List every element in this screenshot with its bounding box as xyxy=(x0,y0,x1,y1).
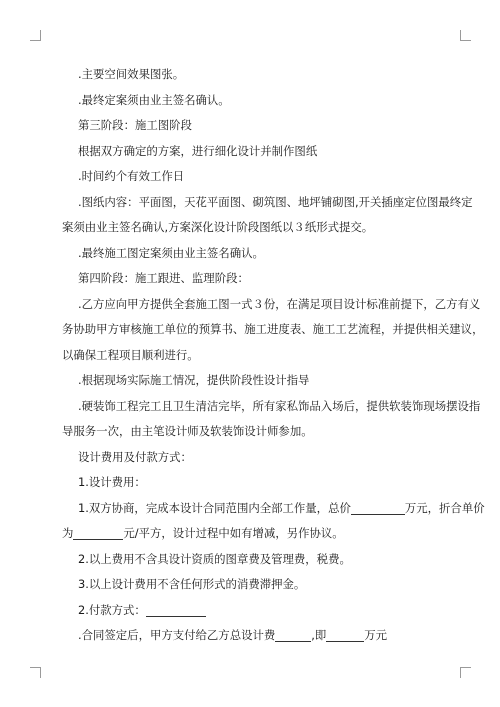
paragraph: .时间约个有效工作日 xyxy=(78,169,185,183)
paragraph-continuation: 以确保工程项目顺利进行。 xyxy=(62,347,199,362)
paragraph: 2.以上费用不含具设计资质的图章费及管理费，税费。 xyxy=(78,551,351,566)
paragraph: .最终施工图定案须由业主签名确认。 xyxy=(78,245,264,260)
paragraph: 根据双方确定的方案，进行细化设计并制作图纸 xyxy=(78,143,318,158)
unit-price-blank[interactable] xyxy=(73,527,123,540)
section-heading: 第三阶段：施工图阶段 xyxy=(78,118,192,132)
payment-method-blank[interactable] xyxy=(146,604,206,617)
unit-text-2: 元/平方，设计过程中如有增减，另作协议。 xyxy=(123,526,344,540)
payment-method-paragraph xyxy=(62,598,440,624)
payment-method-label: 2.付款方式： xyxy=(78,602,146,617)
paragraph: .图纸内容：平面图，天花平面图、砌筑图、地坪铺砌图,开关插座定位图最终定 xyxy=(78,194,473,209)
fee-text-1: 1.双方协商，完成本设计合同范围内全部工作量，总价 xyxy=(78,500,351,515)
contract-payment-paragraph xyxy=(62,623,440,649)
paragraph: 3.以上设计费用不含任何形式的消费滞押金。 xyxy=(78,577,306,591)
paragraph: .主要空间效果图张。 xyxy=(78,67,185,81)
contract-text-3: 万元 xyxy=(364,628,388,642)
fee-text-2: 万元，折合单价 xyxy=(404,500,485,515)
paragraph: .硬装饰工程完工且卫生清洁完毕，所有家私饰品入场后，提供软装饰现场摆设指 xyxy=(78,398,481,413)
crop-mark-bottom-left xyxy=(30,667,41,678)
fee-paragraph xyxy=(62,496,485,522)
section-heading: 第四阶段：施工跟进、监理阶段： xyxy=(78,271,249,285)
document-body xyxy=(62,62,485,649)
paragraph: 1.设计费用： xyxy=(78,475,146,489)
crop-mark-top-right xyxy=(460,30,471,41)
section-heading: 设计费用及付款方式： xyxy=(78,449,192,464)
crop-mark-bottom-right xyxy=(460,667,471,678)
crop-mark-top-left xyxy=(30,30,41,41)
total-price-blank[interactable] xyxy=(351,502,405,515)
unit-price-paragraph xyxy=(62,521,440,547)
paragraph-continuation: 导服务一次，由主笔设计师及软装饰设计师参加。 xyxy=(62,424,313,438)
unit-text-1: 为 xyxy=(62,526,74,540)
paragraph-continuation: 案须由业主签名确认,方案深化设计阶段图纸以３纸形式提交。 xyxy=(62,220,374,234)
paragraph: .乙方应向甲方提供全套施工图一式３份，在满足项目设计标准前提下，乙方有义 xyxy=(78,296,481,311)
fee-amount-blank[interactable] xyxy=(326,629,364,642)
paragraph: .最终定案须由业主签名确认。 xyxy=(78,92,230,107)
paragraph-continuation: 务协助甲方审核施工单位的预算书、施工进度表、施工工艺流程，并提供相关建议， xyxy=(62,322,484,336)
contract-text-2: ,即 xyxy=(311,628,327,642)
fee-percent-blank[interactable] xyxy=(275,629,311,642)
contract-text-1: .合同签定后，甲方支付给乙方总设计费 xyxy=(78,628,276,642)
paragraph: .根据现场实际施工情况，提供阶段性设计指导 xyxy=(78,373,310,387)
